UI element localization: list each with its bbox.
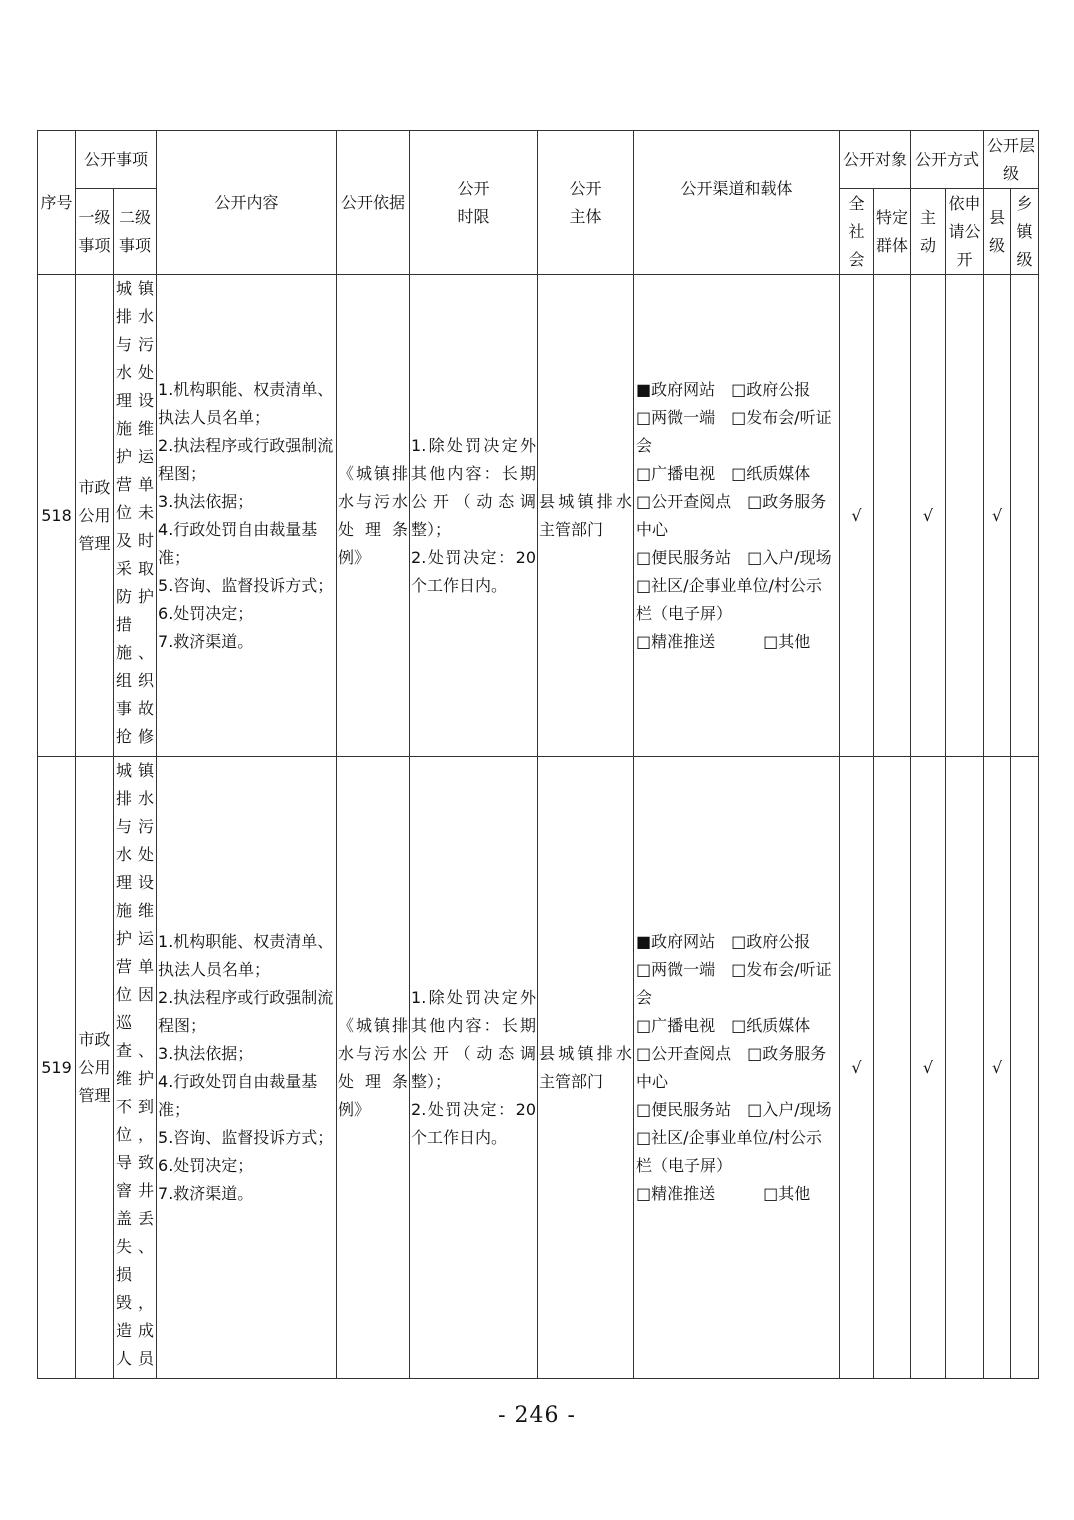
row-content: 1.机构职能、权责清单、执法人员名单； 2.执法程序或行政强制流程图； 3.执法依据； 4.行政处罚自由裁量基准； 5.咨询、监督投诉方式； 6.处罚决定； 7.救济渠道。 (157, 275, 337, 757)
row-channels: ■政府网站 □政府公报 □两微一端 □发布会/听证会 □广播电视 □纸质媒体 □公开查阅点 □政务服务中心 □便民服务站 □入户/现场 □社区/企事业单位/村公示栏（电子屏） □精准推送 □其他 (634, 275, 840, 757)
row-specific-group (874, 757, 911, 1379)
header-level-county: 县 级 (984, 189, 1011, 275)
header-level2: 二级事项 (114, 189, 157, 275)
table-row (38, 275, 1039, 757)
row-level2: 城镇排水与污水处理设施维护运营单位因巡查、维护不到位，导致窨井盖丢失、损毁，造成人员 (114, 757, 157, 1379)
row-active: √ (911, 275, 946, 757)
header-level1: 一级事项 (76, 189, 114, 275)
row-specific-group (874, 275, 911, 757)
row-level1: 市政 公用 管理 (76, 275, 114, 757)
row-basis: 《城镇排水与污水处理条例》 (337, 275, 410, 757)
row-county: √ (984, 757, 1011, 1379)
header-method-apply: 依申 请公 开 (946, 189, 984, 275)
row-time-limit: 1.除处罚决定外其他内容：长期公开（动态调整）； 2.处罚决定：20个工作日内。 (410, 757, 538, 1379)
row-town (1011, 757, 1039, 1379)
header-subject: 公开 主体 (538, 131, 634, 275)
header-open-items: 公开事项 (76, 131, 157, 189)
header-audience-all: 全 社 会 (840, 189, 874, 275)
row-town (1011, 275, 1039, 757)
row-active: √ (911, 757, 946, 1379)
row-seq: 519 (38, 757, 76, 1379)
header-audience-specific: 特定 群体 (874, 189, 911, 275)
header-method: 公开方式 (911, 131, 984, 189)
row-on-request (946, 757, 984, 1379)
row-level2: 城镇排水与污水处理设施维护运营单位未及时采取防护措施、组织事故抢修 (114, 275, 157, 757)
row-subject: 县城镇排水主管部门 (538, 275, 634, 757)
row-level1: 市政 公用 管理 (76, 757, 114, 1379)
row-subject: 县城镇排水主管部门 (538, 757, 634, 1379)
row-county: √ (984, 275, 1011, 757)
row-channels: ■政府网站 □政府公报 □两微一端 □发布会/听证会 □广播电视 □纸质媒体 □公开查阅点 □政务服务中心 □便民服务站 □入户/现场 □社区/企事业单位/村公示栏（电子屏） □精准推送 □其他 (634, 757, 840, 1379)
header-method-active: 主 动 (911, 189, 946, 275)
row-all-society: √ (840, 757, 874, 1379)
header-basis: 公开依据 (337, 131, 410, 275)
disclosure-table (37, 130, 1039, 1379)
header-content: 公开内容 (157, 131, 337, 275)
row-basis: 《城镇排水与污水处理条例》 (337, 757, 410, 1379)
header-channels: 公开渠道和载体 (634, 131, 840, 275)
header-audience: 公开对象 (840, 131, 911, 189)
header-level-town: 乡 镇 级 (1011, 189, 1039, 275)
header-seq: 序号 (38, 131, 76, 275)
header-level: 公开层 级 (984, 131, 1039, 189)
row-all-society: √ (840, 275, 874, 757)
row-on-request (946, 275, 984, 757)
row-time-limit: 1.除处罚决定外其他内容：长期公开（动态调整）； 2.处罚决定：20个工作日内。 (410, 275, 538, 757)
row-seq: 518 (38, 275, 76, 757)
page-number: - 246 - (498, 1403, 576, 1428)
row-content: 1.机构职能、权责清单、执法人员名单； 2.执法程序或行政强制流程图； 3.执法依据； 4.行政处罚自由裁量基准； 5.咨询、监督投诉方式； 6.处罚决定； 7.救济渠道。 (157, 757, 337, 1379)
header-time-limit: 公开 时限 (410, 131, 538, 275)
table-row (38, 757, 1039, 1379)
